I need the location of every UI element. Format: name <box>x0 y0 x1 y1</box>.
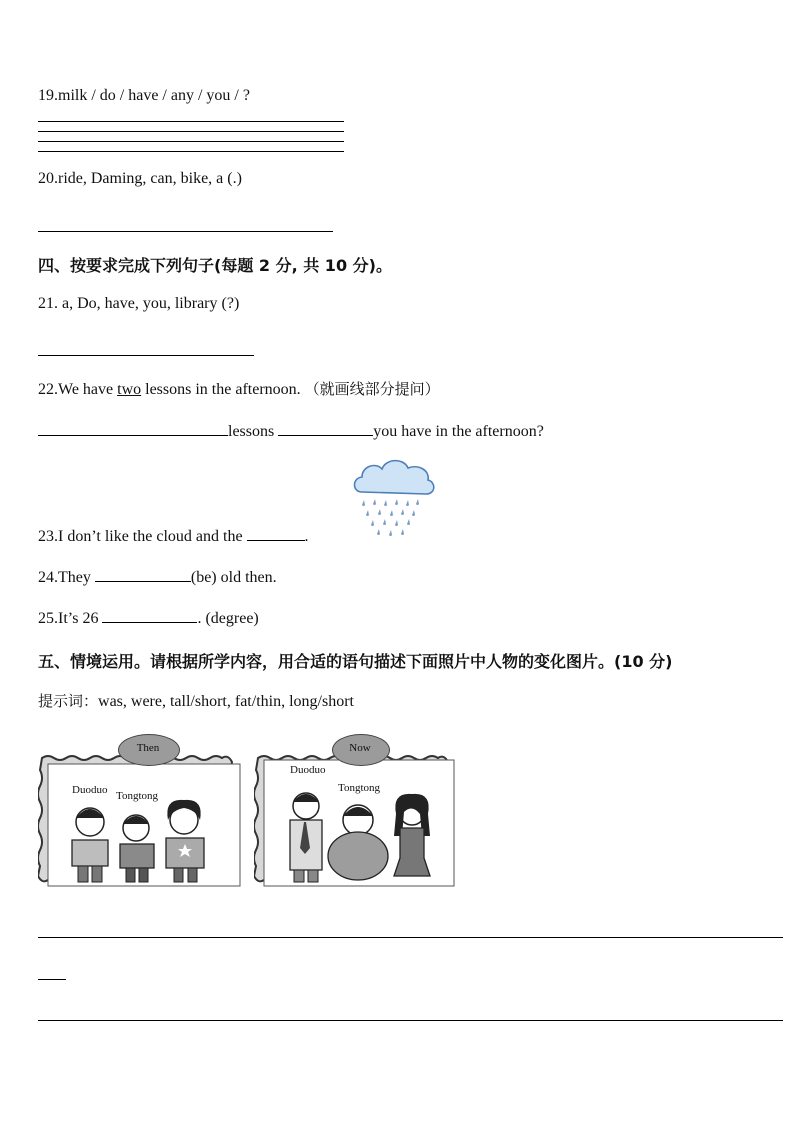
answer-line[interactable] <box>38 151 344 152</box>
now-name-tongtong: Tongtong <box>338 782 381 794</box>
question-23 <box>38 526 309 546</box>
question-23-end: . <box>304 528 309 545</box>
then-picture <box>38 732 250 896</box>
answer-line[interactable] <box>38 141 344 142</box>
question-19: 19.milk / do / have / any / you / ? <box>38 87 250 104</box>
question-24 <box>38 567 277 587</box>
then-label: Then <box>136 742 160 754</box>
hint-label: 提示词： <box>38 692 99 710</box>
answer-line[interactable] <box>38 121 344 122</box>
question-24-post: (be) old then. <box>190 569 277 586</box>
writing-line[interactable] <box>38 937 783 938</box>
section-4-heading: 四、按要求完成下列句子(每题 2 分, 共 10 分)。 <box>38 256 392 275</box>
question-22-underlined-word: two <box>117 381 142 398</box>
question-20: 20.ride, Daming, can, bike, a (.) <box>38 170 242 187</box>
question-22-pre: 22.We have <box>38 381 118 398</box>
question-22-post: lessons in the afternoon. <box>141 381 301 398</box>
answer-mid-text: lessons <box>228 423 275 440</box>
answer-end-text: you have in the afternoon? <box>373 423 544 440</box>
answer-blank[interactable] <box>38 421 228 436</box>
answer-line[interactable] <box>38 231 333 232</box>
question-22-note: （就画线部分提问） <box>304 380 440 398</box>
question-25-pre: 25.It’s 26 <box>38 610 99 627</box>
answer-line[interactable] <box>38 131 344 132</box>
answer-blank[interactable] <box>102 608 197 623</box>
question-24-pre: 24.They <box>38 569 91 586</box>
writing-line[interactable] <box>38 1020 783 1021</box>
then-name-tongtong: Tongtong <box>116 790 159 802</box>
now-label: Now <box>349 742 371 754</box>
answer-line[interactable] <box>38 355 254 356</box>
question-22-answer <box>38 421 544 441</box>
hint-line <box>38 690 354 711</box>
hint-words: was, were, tall/short, fat/thin, long/short <box>98 693 354 710</box>
answer-blank[interactable] <box>247 526 305 541</box>
question-22 <box>38 378 440 399</box>
answer-blank[interactable] <box>95 567 191 582</box>
question-25 <box>38 608 259 628</box>
section-5-heading: 五、情境运用。请根据所学内容，用合适的语句描述下面照片中人物的变化图片。(10 分) <box>38 652 673 671</box>
question-21: 21. a, Do, have, you, library (?) <box>38 295 240 312</box>
question-23-text: 23.I don’t like the cloud and the <box>38 528 243 545</box>
now-picture <box>254 732 462 896</box>
then-name-duoduo: Duoduo <box>72 784 108 796</box>
rain-cloud-icon <box>350 456 436 538</box>
question-25-post: . (degree) <box>197 610 259 627</box>
answer-blank[interactable] <box>278 421 373 436</box>
now-name-duoduo: Duoduo <box>290 764 326 776</box>
writing-line-short[interactable] <box>38 979 66 980</box>
